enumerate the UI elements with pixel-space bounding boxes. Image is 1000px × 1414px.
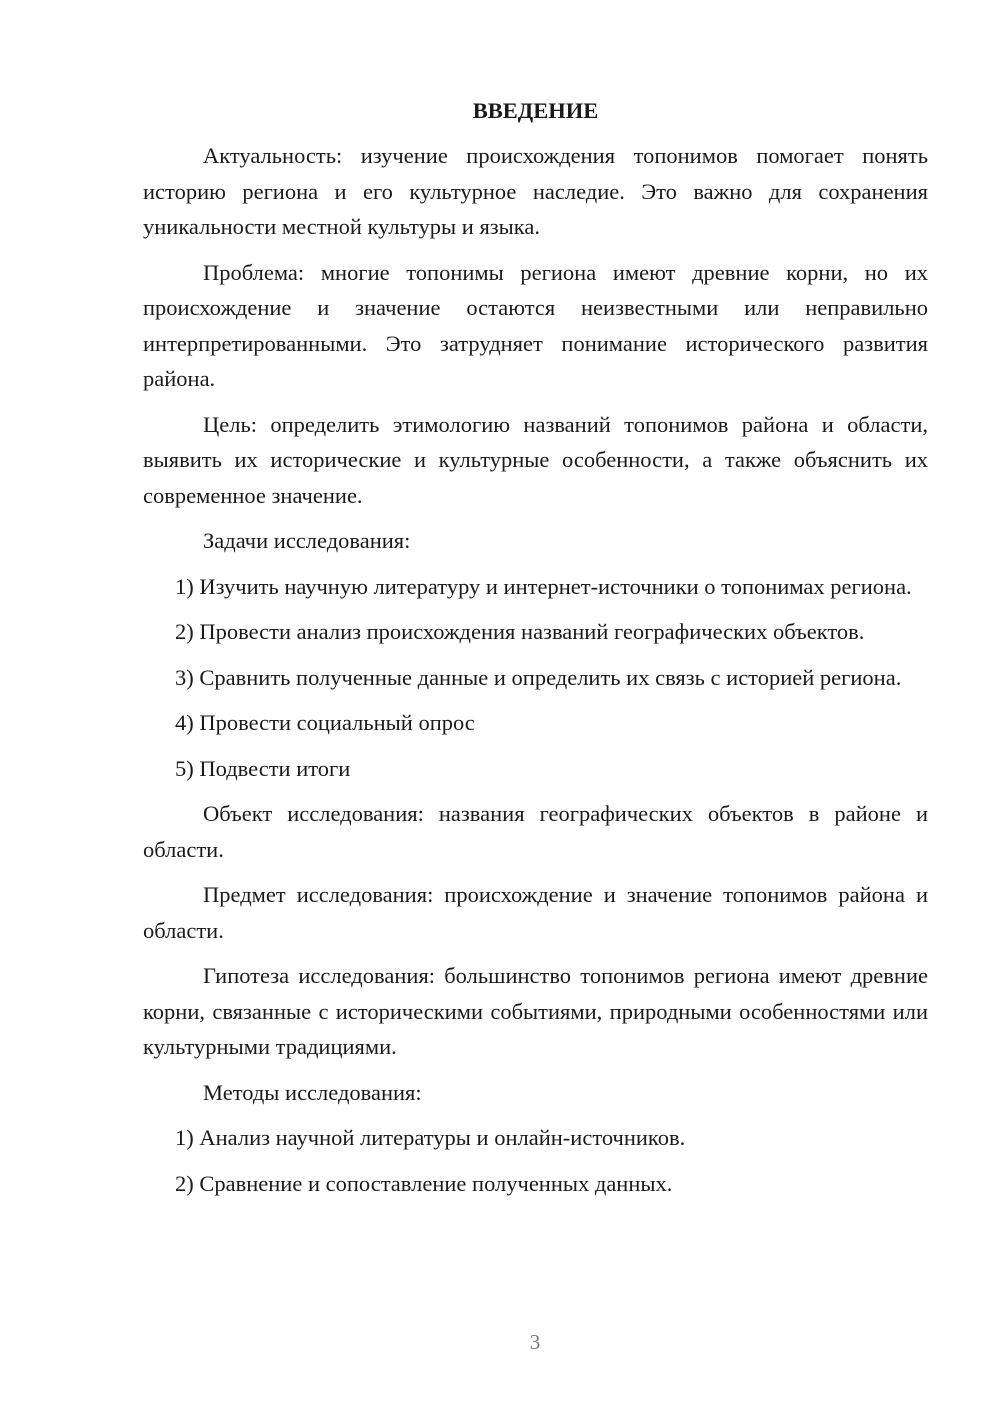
task-item: 3) Сравнить полученные данные и определить их связь с историей региона.	[175, 664, 902, 690]
task-item: 1) Изучить научную литературу и интернет-источники о топонимах региона.	[175, 573, 912, 599]
section-title: ВВЕДЕНИЕ	[472, 98, 599, 123]
subject-paragraph: Предмет исследования: происхождение и значение топонимов района и области.	[143, 882, 928, 943]
hypothesis-paragraph: Гипотеза исследования: большинство топонимов региона имеют древние корни, связанные с историческими событиями, природными особенностями или культурными традициями.	[143, 963, 928, 1059]
goal-paragraph: Цель: определить этимологию названий топонимов района и области, выявить их исторические и культурные особенности, а также объяснить их современное значение.	[143, 411, 928, 508]
relevance-paragraph: Актуальность: изучение происхождения топонимов помогает понять историю региона и его культурное наследие. Это важно для сохранения уникальности местной культуры и языка.	[143, 143, 928, 239]
object-paragraph: Объект исследования: названия географических объектов в районе и области.	[143, 801, 928, 862]
page-content	[143, 93, 928, 1211]
method-item: 2) Сравнение и сопоставление полученных данных.	[175, 1170, 673, 1196]
problem-paragraph: Проблема: многие топонимы региона имеют древние корни, но их происхождение и значение остаются неизвестными или неправильно интерпретированными. Это затрудняет понимание исторического развития района.	[143, 259, 928, 391]
task-item: 2) Провести анализ происхождения названий географических объектов.	[175, 619, 865, 644]
method-item: 1) Анализ научной литературы и онлайн-источников.	[175, 1125, 686, 1150]
tasks-heading: Задачи исследования:	[203, 528, 411, 553]
methods-heading: Методы исследования:	[203, 1079, 422, 1105]
task-item: 4) Провести социальный опрос	[175, 710, 475, 735]
page-number: 3	[529, 1330, 541, 1354]
task-item: 5) Подвести итоги	[175, 755, 351, 781]
